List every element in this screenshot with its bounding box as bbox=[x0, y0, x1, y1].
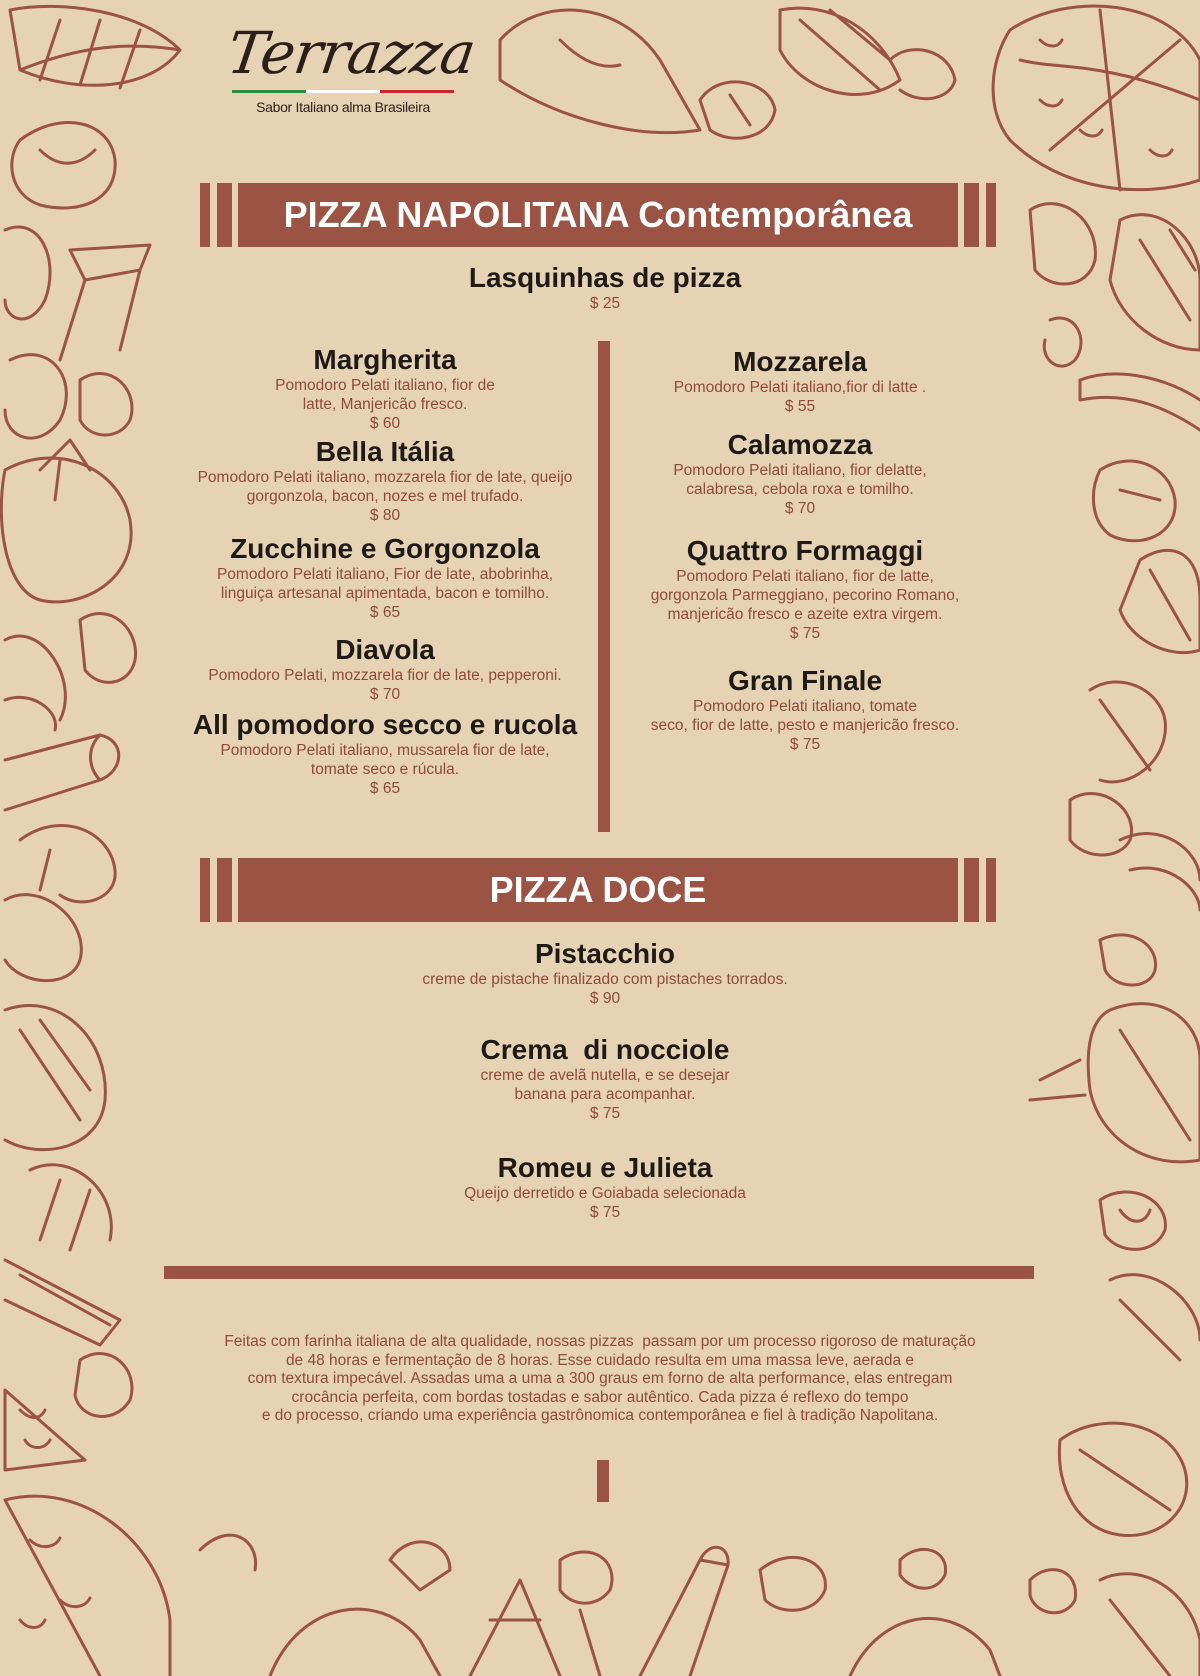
menu-item bbox=[160, 634, 610, 704]
item-name: Pistacchio bbox=[534, 938, 676, 969]
item-name: Margherita bbox=[313, 344, 457, 375]
item-price: $ 25 bbox=[589, 295, 621, 312]
menu-item bbox=[350, 1034, 860, 1123]
item-desc-line: Pomodoro Pelati italiano, tomate bbox=[692, 698, 918, 715]
item-desc-line: Queijo derretido e Goiabada selecionada bbox=[464, 1185, 746, 1202]
menu-item bbox=[610, 665, 1000, 754]
item-price: $ 65 bbox=[369, 780, 401, 797]
brand-name: Terrazza bbox=[223, 19, 480, 87]
flag-red bbox=[380, 90, 454, 93]
footer-description bbox=[170, 1333, 1030, 1426]
item-desc-line: Pomodoro Pelati italiano, fior de bbox=[275, 377, 495, 394]
item-name: Calamozza bbox=[727, 429, 873, 460]
item-desc-line: Pomodoro Pelati italiano, mussarela fior de late, bbox=[220, 742, 550, 759]
menu-item bbox=[160, 533, 610, 622]
item-price: $ 90 bbox=[589, 990, 621, 1007]
menu-item bbox=[610, 429, 990, 518]
footer-line: com textura impecável. Assadas uma a uma a 300 graus em forno de alta performance, elas entregam bbox=[247, 1370, 953, 1387]
item-desc-line: gorgonzola Parmeggiano, pecorino Romano, bbox=[650, 587, 960, 604]
item-desc-line: Pomodoro Pelati italiano, fior delatte, bbox=[673, 462, 927, 479]
item-name: Romeu e Julieta bbox=[497, 1152, 713, 1183]
item-desc-line: Pomodoro Pelati, mozzarela fior de late, pepperoni. bbox=[208, 667, 562, 684]
item-price: $ 75 bbox=[589, 1105, 621, 1122]
item-desc-line: Pomodoro Pelati italiano, mozzarela fior de late, queijo bbox=[197, 469, 573, 486]
section-banner-doce bbox=[200, 858, 996, 922]
item-desc-line: manjericão fresco e azeite extra virgem. bbox=[667, 606, 943, 623]
brand-tagline: Sabor Italiano alma Brasileira bbox=[256, 99, 430, 115]
item-desc-line: calabresa, cebola roxa e tomilho. bbox=[686, 481, 914, 498]
item-desc-line: creme de pistache finalizado com pistaches torrados. bbox=[422, 971, 788, 988]
menu-item-lasquinhas bbox=[400, 262, 810, 313]
item-desc-line: latte, Manjericão fresco. bbox=[302, 396, 468, 413]
item-price: $ 60 bbox=[369, 415, 401, 432]
item-desc-line: seco, fior de latte, pesto e manjericão fresco. bbox=[650, 717, 960, 734]
item-price: $ 65 bbox=[369, 604, 401, 621]
footer-line: Feitas com farinha italiana de alta qualidade, nossas pizzas passam por um processo rigoroso de maturação bbox=[224, 1333, 976, 1350]
menu-item bbox=[610, 346, 990, 416]
footer-line: crocância perfeita, com bordas tostadas e sabor autêntico. Cada pizza é reflexo do tempo bbox=[291, 1388, 909, 1406]
item-name: All pomodoro secco e rucola bbox=[192, 709, 578, 740]
divider-line bbox=[164, 1266, 1034, 1279]
item-name: Bella Itália bbox=[315, 436, 455, 467]
item-price: $ 80 bbox=[369, 507, 401, 524]
flag-green bbox=[232, 90, 306, 93]
item-desc-line: Pomodoro Pelati italiano,fior di latte . bbox=[673, 379, 927, 396]
item-desc-line: Pomodoro Pelati italiano, Fior de late, abobrinha, bbox=[216, 566, 554, 583]
item-name: Zucchine e Gorgonzola bbox=[230, 533, 540, 564]
menu-item bbox=[160, 344, 610, 433]
item-desc-line: banana para acompanhar. bbox=[514, 1086, 696, 1103]
item-desc-line: linguiça artesanal apimentada, bacon e tomilho. bbox=[220, 585, 550, 602]
item-name: Quattro Formaggi bbox=[686, 535, 924, 566]
item-name: Diavola bbox=[335, 634, 435, 665]
section-title: PIZZA DOCE bbox=[238, 858, 958, 922]
footer-line: e do processo, criando uma experiência gastrônomica contemporânea e fiel à tradição Napolitana. bbox=[261, 1407, 939, 1424]
section-title: PIZZA NAPOLITANA Contemporânea bbox=[238, 183, 958, 247]
italian-flag-stripe bbox=[232, 90, 454, 93]
footer-line: de 48 horas e fermentação de 8 horas. Esse cuidado resulta em uma massa leve, aerada e bbox=[285, 1351, 915, 1369]
menu-item bbox=[350, 1152, 860, 1222]
flag-white bbox=[306, 90, 380, 93]
item-desc-line: creme de avelã nutella, e se desejar bbox=[480, 1067, 730, 1084]
item-name: Mozzarela bbox=[733, 346, 867, 377]
item-price: $ 75 bbox=[789, 736, 821, 753]
column-divider bbox=[598, 341, 610, 832]
item-price: $ 70 bbox=[784, 500, 816, 517]
item-name: Lasquinhas de pizza bbox=[468, 262, 742, 293]
item-price: $ 55 bbox=[784, 398, 816, 415]
item-price: $ 75 bbox=[789, 625, 821, 642]
item-desc-line: tomate seco e rúcula. bbox=[310, 761, 460, 778]
item-name: Crema di nocciole bbox=[480, 1034, 730, 1065]
section-banner-napolitana bbox=[200, 183, 996, 247]
menu-item bbox=[160, 709, 610, 798]
bottom-accent-mark bbox=[597, 1460, 609, 1502]
menu-item bbox=[350, 938, 860, 1008]
item-desc-line: gorgonzola, bacon, nozes e mel trufado. bbox=[246, 488, 524, 505]
brand-logo bbox=[223, 18, 480, 115]
item-price: $ 70 bbox=[369, 686, 401, 703]
item-price: $ 75 bbox=[589, 1204, 621, 1221]
menu-item bbox=[160, 436, 610, 525]
item-name: Gran Finale bbox=[727, 665, 883, 696]
item-desc-line: Pomodoro Pelati italiano, fior de latte, bbox=[676, 568, 934, 585]
menu-item bbox=[610, 535, 1000, 643]
